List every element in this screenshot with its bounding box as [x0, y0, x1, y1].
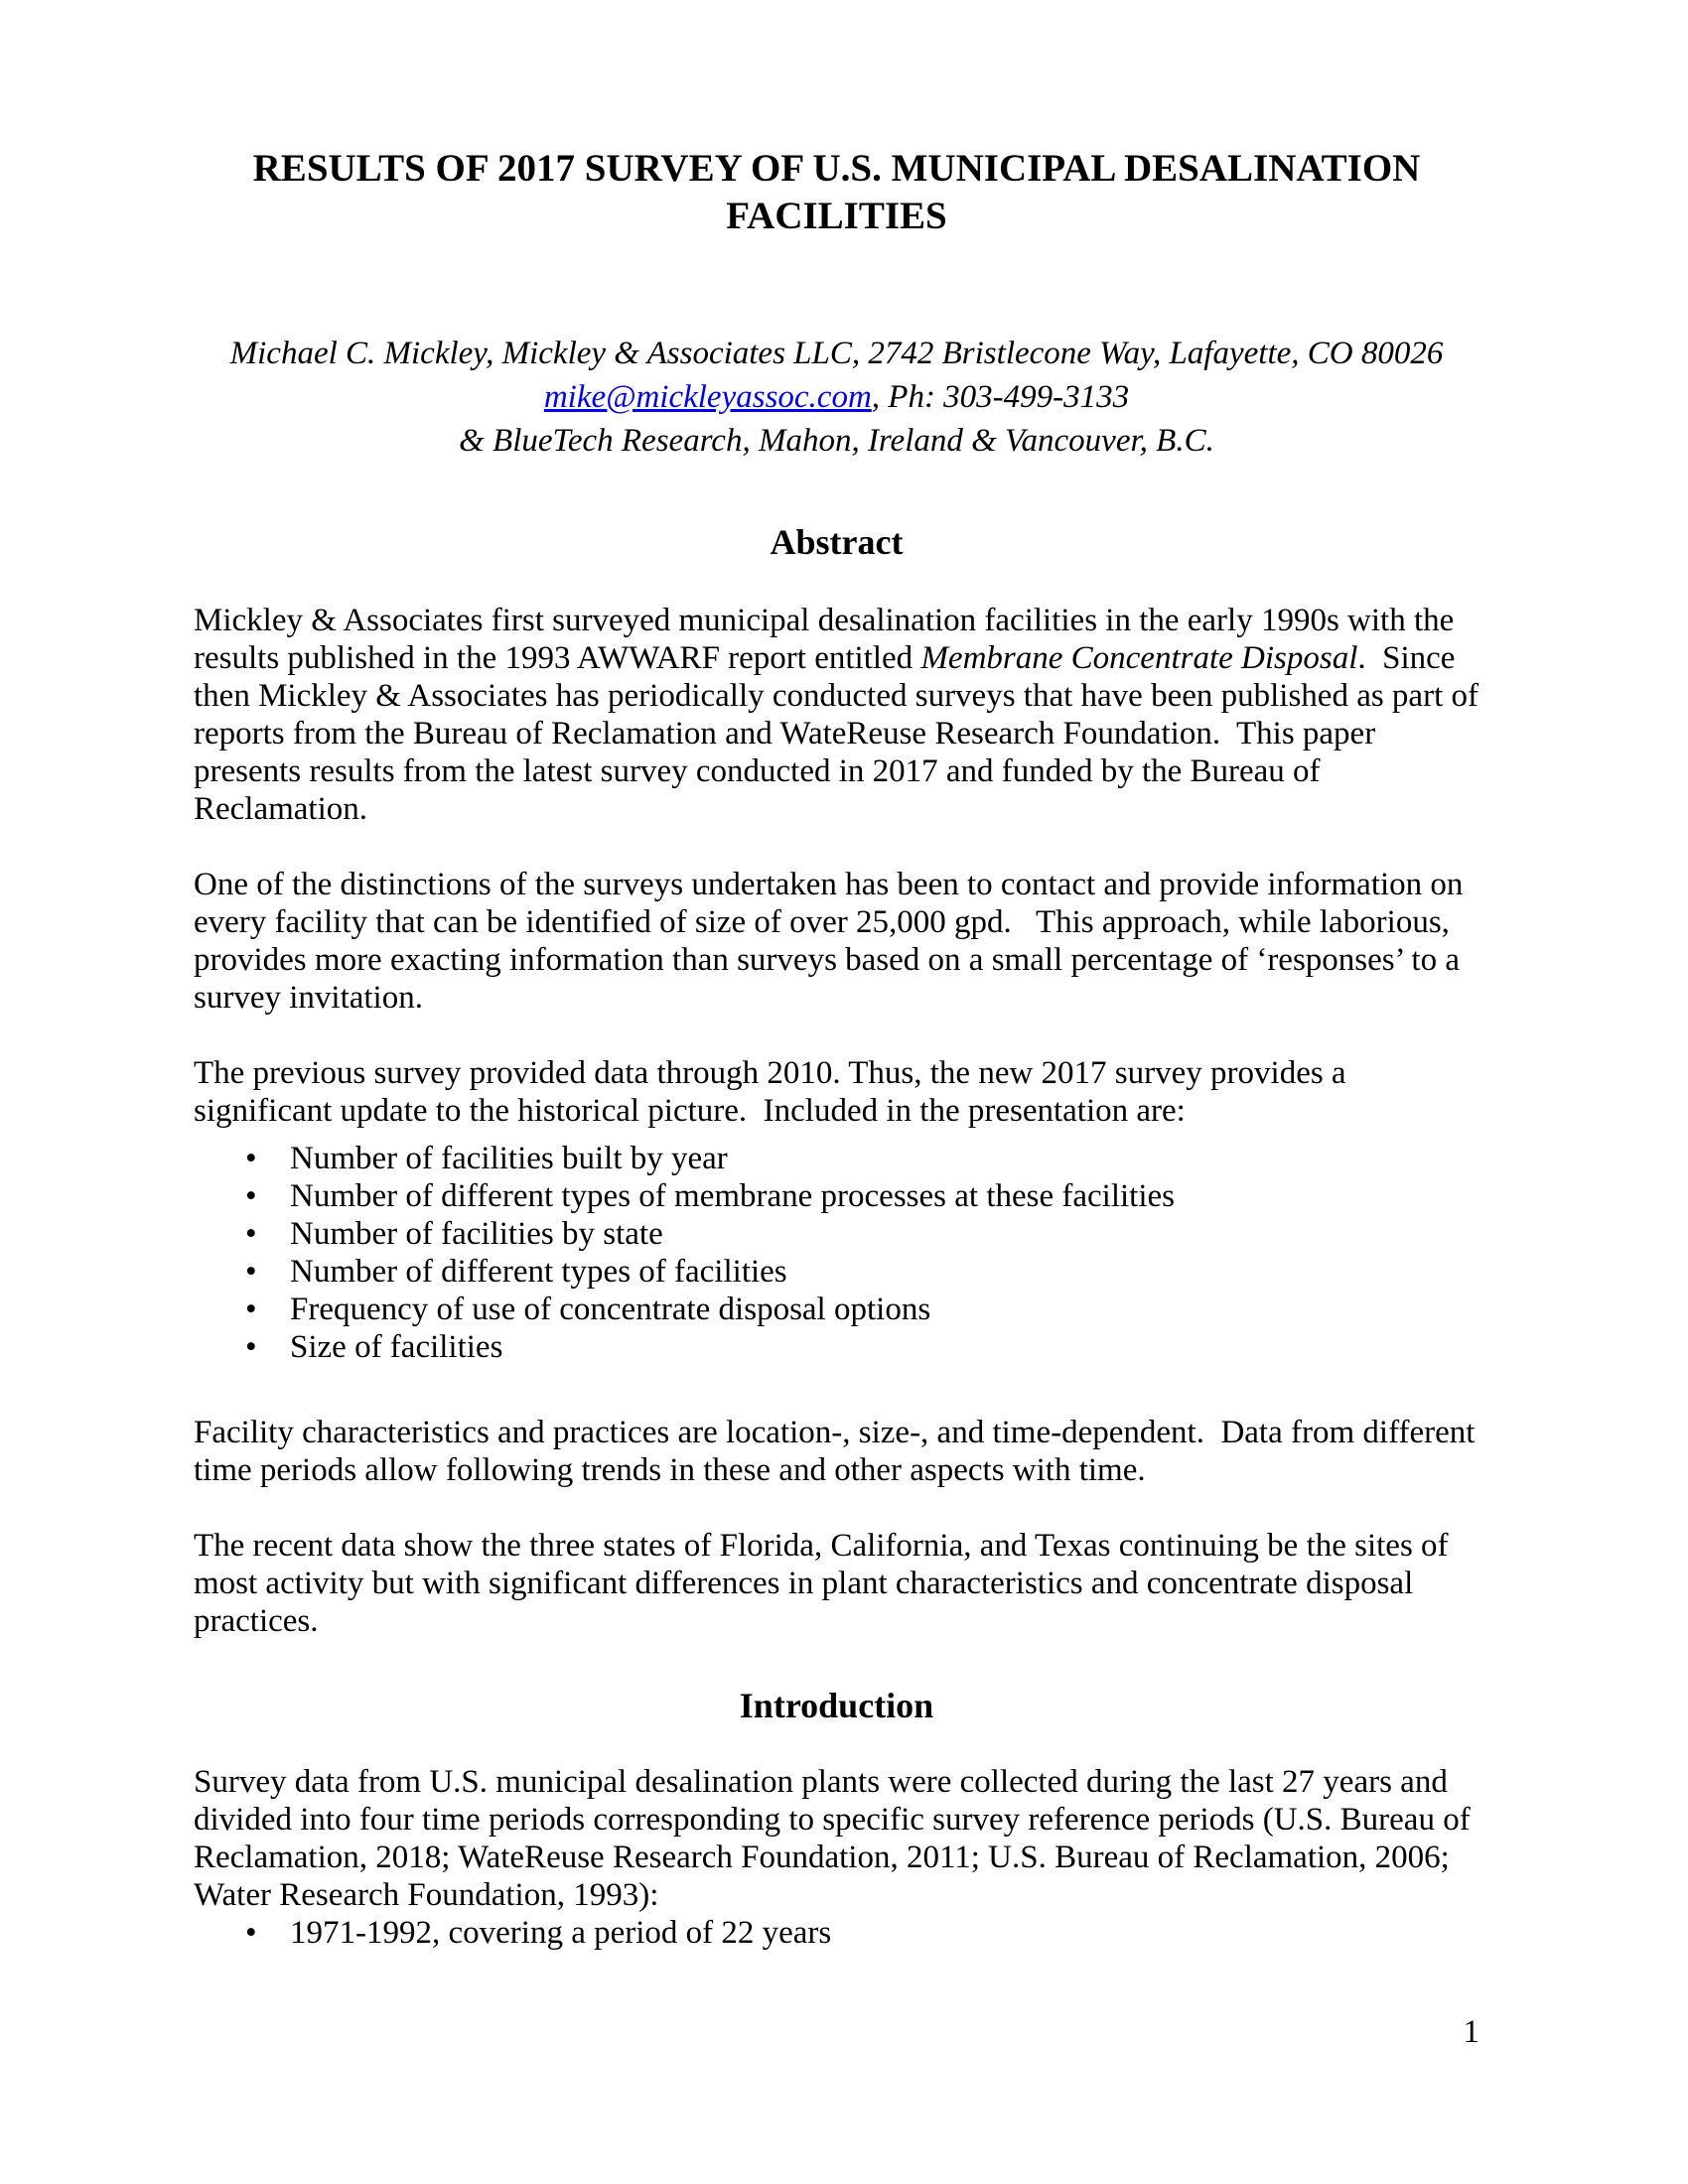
- introduction-heading: Introduction: [739, 1686, 934, 1725]
- page-number: 1: [1463, 2014, 1479, 2050]
- paper-title-line2: FACILITIES: [726, 195, 947, 237]
- introduction-paragraph-1: Survey data from U.S. municipal desalination plants were collected during the last 27 years and divided into four time periods corresponding to specific survey reference periods (U.S. Bureau of Reclamation, 2018; WateReuse Research Foundation, 2011; U.S. Bureau of Reclamation, 2006; Water Research Foundation, 1993):: [194, 1764, 1478, 1913]
- bullet-item: • Number of facilities built by year: [194, 1140, 1479, 1177]
- phone-text: , Ph: 303-499-3133: [871, 379, 1130, 415]
- page-content: [194, 145, 1487, 1952]
- abstract-p1-text: Mickley & Associates first surveyed municipal desalination facilities in the early 1990s with the results published in the 1993 AWWARF report entitled: [194, 603, 1463, 676]
- author-affiliation-line2: & BlueTech Research, Mahon, Ireland & Vancouver, B.C.: [459, 423, 1214, 459]
- abstract-paragraph-1: [194, 602, 1487, 828]
- abstract-heading: Abstract: [770, 522, 904, 562]
- introduction-bullet-list: [194, 1914, 1479, 1952]
- email-link[interactable]: mike@mickleyassoc.com: [543, 379, 872, 415]
- author-block: [194, 332, 1479, 463]
- abstract-paragraph-3: The previous survey provided data through 2010. Thus, the new 2017 survey provides a significant update to the historical picture. Included in the presentation are:: [194, 1055, 1354, 1129]
- bullet-item: • Size of facilities: [194, 1328, 1479, 1366]
- bullet-item: • Number of facilities by state: [194, 1215, 1479, 1253]
- bullet-item: • 1971-1992, covering a period of 22 years: [194, 1914, 1479, 1952]
- abstract-p1-text-cont: . Since then Mickley & Associates has periodically conducted surveys that have been published as part of reports from the Bureau of Reclamation and WateReuse Research Foundation. This paper presents results from the latest survey conducted in 2017 and funded by the Bureau of Reclamation.: [194, 640, 1487, 827]
- bullet-item: • Number of different types of facilities: [194, 1253, 1479, 1291]
- abstract-paragraph-5: The recent data show the three states of Florida, California, and Texas continuing be the sites of most activity but with significant differences in plant characteristics and concentrate disposal practices.: [194, 1528, 1457, 1639]
- bullet-item: • Frequency of use of concentrate disposal options: [194, 1291, 1479, 1328]
- abstract-p1-report-title: Membrane Concentrate Disposal: [920, 640, 1358, 676]
- bullet-item: • Number of different types of membrane processes at these facilities: [194, 1177, 1479, 1215]
- author-contact-line: [194, 375, 1479, 419]
- abstract-paragraph-4: Facility characteristics and practices are location-, size-, and time-dependent. Data from different time periods allow following trends in these and other aspects with time.: [194, 1415, 1483, 1488]
- paper-title-line1: RESULTS OF 2017 SURVEY OF U.S. MUNICIPAL DESALINATION: [252, 147, 1421, 190]
- paper-title: [194, 145, 1479, 240]
- abstract-bullet-list: [194, 1140, 1479, 1366]
- author-affiliation-line: Michael C. Mickley, Mickley & Associates LLC, 2742 Bristlecone Way, Lafayette, CO 80026: [229, 336, 1444, 371]
- abstract-paragraph-2: One of the distinctions of the surveys undertaken has been to contact and provide information on every facility that can be identified of size of over 25,000 gpd. This approach, while laborious, provides more exacting information than surveys based on a small percentage of ‘responses’ to a survey invitation.: [194, 867, 1472, 1016]
